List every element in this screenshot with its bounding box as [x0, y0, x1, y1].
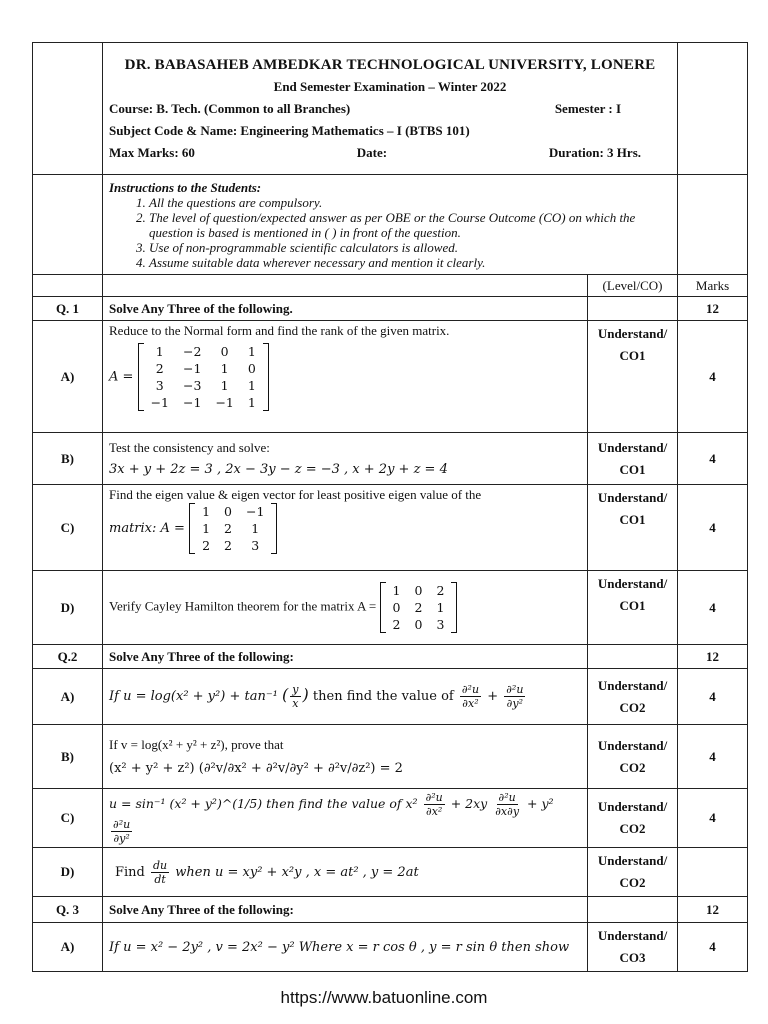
semester: Semester : I: [554, 100, 622, 116]
q1d-text: Verify Cayley Hamilton theorem for the matrix A =: [109, 598, 377, 614]
matrix-cell: 0: [220, 344, 229, 359]
q1c-label: C): [33, 485, 103, 571]
instruction-item: 3. Use of non-programmable scientific calculators is allowed.: [149, 240, 671, 255]
matrix-cell: −1: [245, 504, 265, 519]
matrix-cell: 2: [224, 538, 232, 553]
matrix-cell: 0: [414, 583, 423, 598]
q1d-matrix: [380, 582, 458, 633]
q1a-row: [33, 321, 748, 433]
q3a-label: A): [33, 923, 103, 972]
matrix-cell: −1: [215, 395, 234, 410]
q1a-level: Understand/ CO1: [588, 321, 678, 433]
question-paper: [32, 42, 747, 976]
q1c-body: [103, 485, 588, 571]
marks-header: Marks: [678, 275, 748, 297]
matrix-cell: 0: [224, 504, 232, 519]
matrix-cell: 1: [220, 378, 229, 393]
instruction-item: 4. Assume suitable data wherever necessary and mention it clearly.: [149, 255, 671, 270]
footer-url: https://www.batuonline.com: [280, 988, 488, 1007]
q1d-marks: 4: [678, 571, 748, 645]
q3-marks: 12: [678, 897, 748, 923]
q1b-marks: 4: [678, 433, 748, 485]
q2d-marks: [678, 848, 748, 897]
q1-marks: 12: [678, 297, 748, 321]
q1d-body: [103, 571, 588, 645]
q2b-text: If v = log(x² + y² + z²), prove that: [109, 737, 284, 752]
q2b-row: [33, 725, 748, 789]
matrix-cell: 1: [436, 600, 445, 615]
matrix-cell: 1: [220, 361, 229, 376]
q2c-row: [33, 789, 748, 848]
q3-number: Q. 3: [33, 897, 103, 923]
q3a-row: [33, 923, 748, 972]
matrix-cell: 2: [436, 583, 445, 598]
matrix-cell: 1: [251, 521, 260, 536]
matrix-cell: 2: [155, 361, 164, 376]
q1d-row: [33, 571, 748, 645]
q2d-row: [33, 848, 748, 897]
q2-marks: 12: [678, 645, 748, 669]
q2c-body: u = sin⁻¹ (x² + y²)^(1/5) then find the value of x² $\frac{\text{∂²u}}{\text{∂x²}}$ + 2xy $\frac{\text{∂²u}}{\partial x\partial y}$ + y² $\frac{\text{∂²u}}{\text{∂y²}}$: [103, 789, 588, 848]
instructions-row: [33, 175, 748, 275]
level-co-header: (Level/CO): [588, 275, 678, 297]
matrix-cell: 0: [392, 600, 401, 615]
exam-name: End Semester Examination – Winter 2022: [273, 78, 507, 94]
matrix-cell: 2: [414, 600, 423, 615]
q1d-label: D): [33, 571, 103, 645]
university-name: DR. BABASAHEB AMBEDKAR TECHNOLOGICAL UNIVERSITY, LONERE: [124, 56, 656, 73]
q1b-row: [33, 433, 748, 485]
q1b-label: B): [33, 433, 103, 485]
q1-heading-row: [33, 297, 748, 321]
question-table: [32, 42, 748, 972]
matrix-cell: 1: [247, 378, 256, 393]
q2b-body: [103, 725, 588, 789]
matrix-cell: −1: [183, 395, 202, 410]
q1d-level: Understand/ CO1: [588, 571, 678, 645]
q3a-level: Understand/ CO3: [588, 923, 678, 972]
q1a-lhs: A =: [109, 369, 134, 385]
max-marks: Max Marks: 60: [109, 144, 195, 160]
q2b-level: Understand/ CO2: [588, 725, 678, 789]
instruction-item: 2. The level of question/expected answer as per OBE or the Course Outcome (CO) on which the question is based is mentioned in ( ) in front of the question.: [149, 210, 671, 240]
matrix-cell: 3: [155, 378, 164, 393]
matrix-cell: 2: [392, 617, 401, 632]
q1a-text: Reduce to the Normal form and find the rank of the given matrix.: [109, 323, 450, 338]
matrix-cell: −1: [183, 361, 202, 376]
q3a-marks: 4: [678, 923, 748, 972]
q2-heading-row: [33, 645, 748, 669]
exam-duration: Duration: 3 Hrs.: [548, 144, 642, 160]
q2c-label: C): [33, 789, 103, 848]
q2d-label: D): [33, 848, 103, 897]
q2c-marks: 4: [678, 789, 748, 848]
q1c-text: Find the eigen value & eigen vector for least positive eigen value of the: [109, 487, 482, 502]
exam-date: Date:: [356, 144, 388, 160]
matrix-cell: −1: [150, 395, 169, 410]
matrix-cell: −2: [183, 344, 202, 359]
q2a-marks: 4: [678, 669, 748, 725]
q2a-label: A): [33, 669, 103, 725]
exam-header: [103, 43, 678, 175]
q2-title: Solve Any Three of the following:: [103, 645, 588, 669]
q1a-body: [103, 321, 588, 433]
q1-title: Solve Any Three of the following.: [103, 297, 588, 321]
q1a-matrix: [138, 343, 269, 411]
matrix-cell: 1: [202, 521, 211, 536]
q2b-label: B): [33, 725, 103, 789]
matrix-cell: 1: [247, 344, 256, 359]
q2d-level: Understand/ CO2: [588, 848, 678, 897]
q1c-marks: 4: [678, 485, 748, 571]
matrix-cell: 0: [247, 361, 256, 376]
q2b-equation: (x² + y² + z²) (∂²v/∂x² + ∂²v/∂y² + ∂²v/∂z²) = 2: [109, 761, 403, 776]
matrix-cell: 3: [251, 538, 260, 553]
q1c-level: Understand/ CO1: [588, 485, 678, 571]
q2c-level: Understand/ CO2: [588, 789, 678, 848]
matrix-cell: 1: [392, 583, 401, 598]
q2a-row: [33, 669, 748, 725]
column-header-row: [33, 275, 748, 297]
matrix-cell: −3: [183, 378, 202, 393]
matrix-cell: 1: [247, 395, 256, 410]
instructions-title: Instructions to the Students:: [109, 179, 262, 195]
subject-name: Subject Code & Name: Engineering Mathematics – I (BTBS 101): [109, 122, 470, 138]
course-name: Course: B. Tech. (Common to all Branches): [109, 100, 351, 116]
q2a-body: If u = log(x² + y²) + tan⁻¹ ( $\frac{y}{x}$ ) then find the value of $\frac{\text{∂²u}}{\text{∂x²}}$ + $\frac{\text{∂²u}}{\text{∂y²}}$: [103, 669, 588, 725]
matrix-cell: 1: [202, 504, 211, 519]
matrix-cell: 1: [155, 344, 164, 359]
instruction-item: 1. All the questions are compulsory.: [149, 195, 671, 210]
matrix-cell: 2: [224, 521, 232, 536]
header-row: [33, 43, 748, 175]
q2d-body: Find $\frac{du}{dt}$ when u = xy² + x²y , x = at² , y = 2at: [103, 848, 588, 897]
q2b-marks: 4: [678, 725, 748, 789]
q1a-label: A): [33, 321, 103, 433]
q1b-body: [103, 433, 588, 485]
q2-number: Q.2: [33, 645, 103, 669]
matrix-cell: 2: [202, 538, 211, 553]
q3-title: Solve Any Three of the following:: [103, 897, 588, 923]
q1c-lhs: matrix: A =: [109, 521, 185, 536]
q1b-level: Understand/ CO1: [588, 433, 678, 485]
q3-heading-row: [33, 897, 748, 923]
q1a-marks: 4: [678, 321, 748, 433]
q1c-matrix: [189, 503, 277, 554]
q2a-level: Understand/ CO2: [588, 669, 678, 725]
q1c-row: [33, 485, 748, 571]
matrix-cell: 3: [436, 617, 445, 632]
q1b-text: Test the consistency and solve:: [109, 440, 270, 455]
q1b-equation: 3x + y + 2z = 3 , 2x − 3y − z = −3 , x + 2y + z = 4: [109, 462, 448, 477]
q1-number: Q. 1: [33, 297, 103, 321]
matrix-cell: 0: [414, 617, 423, 632]
instructions: [103, 175, 678, 275]
q3a-text: If u = x² − 2y² , v = 2x² − y² Where x = r cos θ , y = r sin θ then show: [103, 923, 588, 972]
